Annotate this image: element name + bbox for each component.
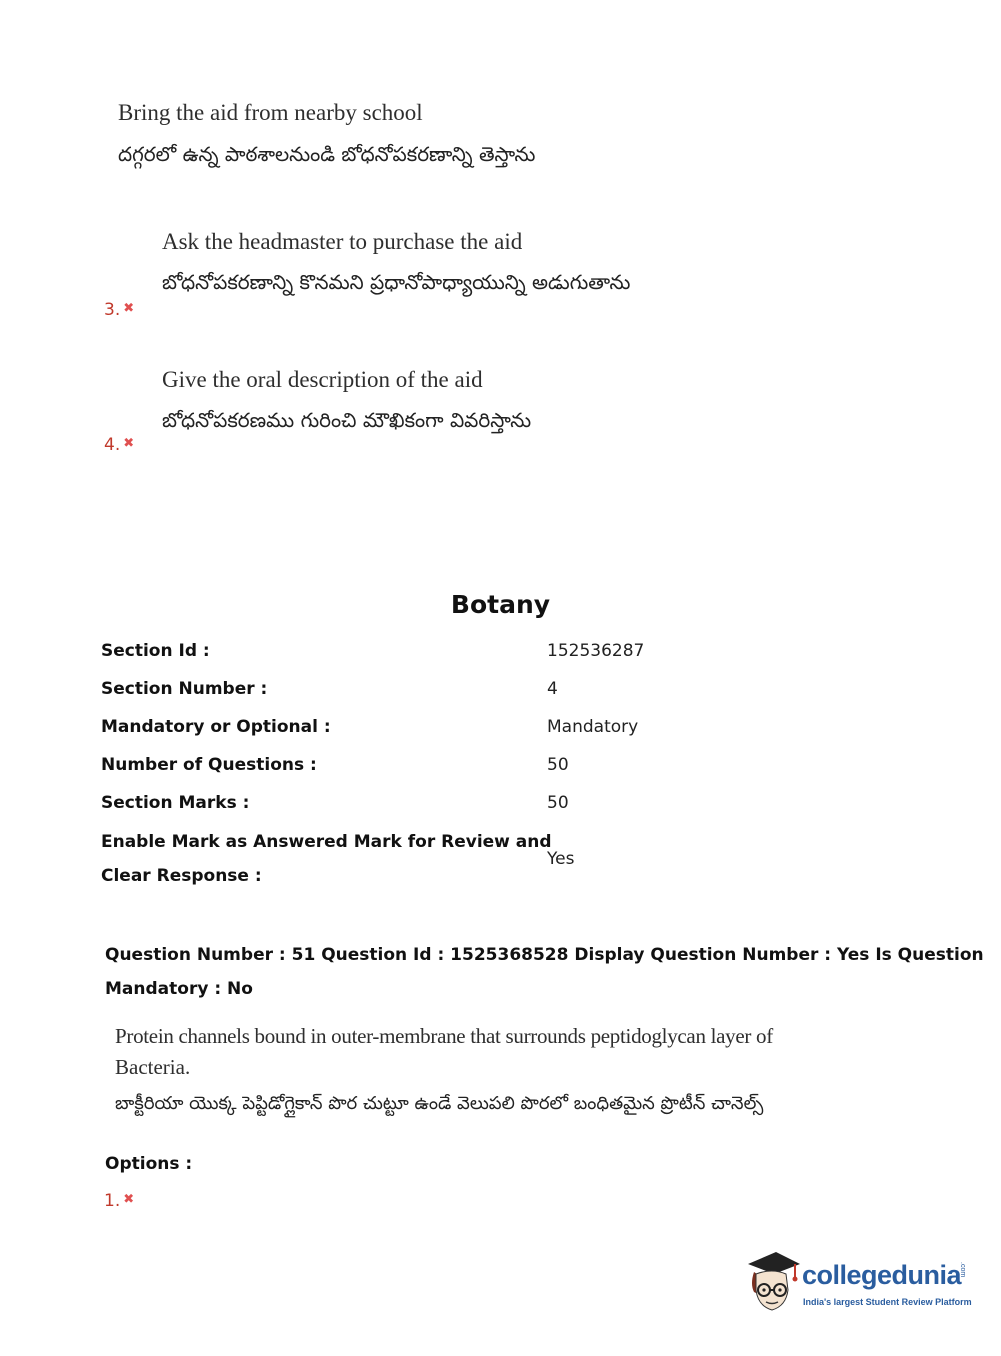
section-marks-label: Section Marks : xyxy=(101,793,250,813)
cross-icon: ✖ xyxy=(123,301,135,316)
question-text-telugu: బాక్టీరియా యొక్క పెప్టిడోగ్లైకాన్ పొర చుట్టూ ఉండే వెలుపలి పొరలో బంధితమైన ప్రొటీన్ చానెల్స్ xyxy=(115,1093,764,1114)
option-1-number: 1. xyxy=(104,1191,121,1211)
enable-mark-label-line1: Enable Mark as Answered Mark for Review and xyxy=(101,832,552,852)
logo-tagline: India's largest Student Review Platform xyxy=(803,1297,972,1307)
mandatory-value: Mandatory xyxy=(547,717,639,737)
question-header-line1: Question Number : 51 Question Id : 1525368528 Display Question Number : Yes Is Question xyxy=(105,945,984,965)
num-questions-label: Number of Questions : xyxy=(101,755,317,775)
option-3-telugu: బోధనోపకరణాన్ని కొనమని ప్రధానోపాధ్యాయున్ని అడుగుతాను xyxy=(162,270,631,294)
option-4-marker xyxy=(104,435,134,455)
option-4-english: Give the oral description of the aid xyxy=(162,367,483,392)
option-3-english: Ask the headmaster to purchase the aid xyxy=(162,229,523,254)
mascot-icon xyxy=(742,1250,804,1316)
section-marks-value: 50 xyxy=(547,793,569,813)
option-4-number: 4. xyxy=(104,435,121,455)
section-number-label: Section Number : xyxy=(101,679,268,699)
option-4-telugu: బోధనోపకరణము గురించి మౌఖికంగా వివరిస్తాను xyxy=(162,408,532,432)
collegedunia-logo xyxy=(742,1250,972,1320)
num-questions-value: 50 xyxy=(547,755,569,775)
enable-mark-value: Yes xyxy=(547,849,575,869)
logo-suffix: .com xyxy=(959,1262,966,1278)
cross-icon: ✖ xyxy=(123,436,135,451)
section-number-value: 4 xyxy=(547,679,558,699)
option-2-english: Bring the aid from nearby school xyxy=(118,100,423,125)
option-1-marker xyxy=(104,1191,134,1211)
options-label: Options : xyxy=(105,1154,193,1174)
question-header-line2: Mandatory : No xyxy=(105,979,253,999)
cross-icon: ✖ xyxy=(123,1192,135,1207)
question-text-en-line1: Protein channels bound in outer-membrane that surrounds peptidoglycan layer of xyxy=(115,1024,773,1048)
option-3-number: 3. xyxy=(104,300,121,320)
mandatory-label: Mandatory or Optional : xyxy=(101,717,331,737)
section-title: Botany xyxy=(450,590,551,619)
section-id-value: 152536287 xyxy=(547,641,645,661)
enable-mark-label-line2: Clear Response : xyxy=(101,866,262,886)
logo-name: collegedunia xyxy=(802,1260,962,1290)
section-id-label: Section Id : xyxy=(101,641,210,661)
question-text-en-line2: Bacteria. xyxy=(115,1055,191,1079)
option-2-telugu: దగ్గరలో ఉన్న పాఠశాలనుండి బోధనోపకరణాన్ని తెస్తాను xyxy=(118,142,536,166)
option-3-marker xyxy=(104,300,134,320)
